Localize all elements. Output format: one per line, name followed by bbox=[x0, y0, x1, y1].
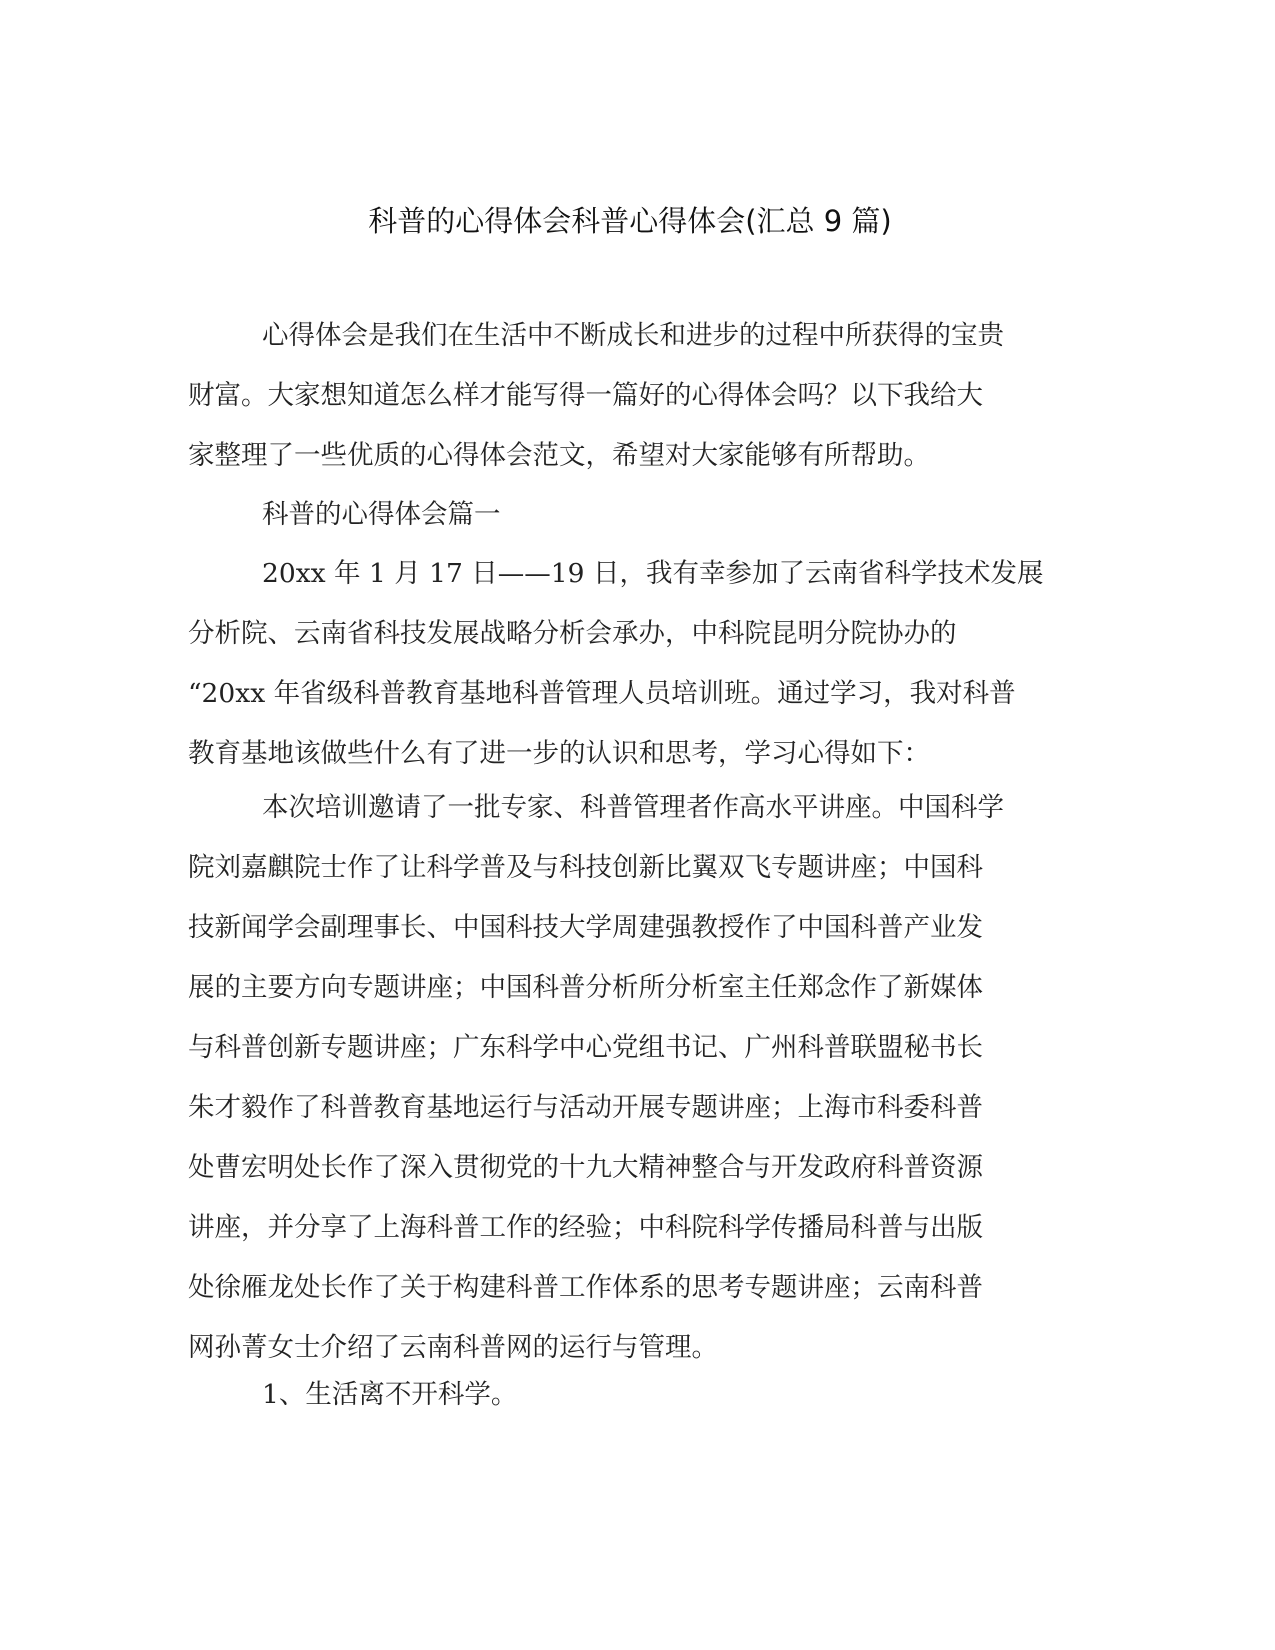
text-line: “20xx 年省级科普教育基地科普管理人员培训班。通过学习，我对科普 bbox=[188, 678, 1016, 709]
text-line: 处徐雁龙处长作了关于构建科普工作体系的思考专题讲座；云南科普 bbox=[188, 1272, 983, 1303]
text-line: 分析院、云南省科技发展战略分析会承办，中科院昆明分院协办的 bbox=[188, 618, 957, 649]
text-line: 1、生活离不开科学。 bbox=[262, 1379, 518, 1410]
text-line: 朱才毅作了科普教育基地运行与活动开展专题讲座；上海市科委科普 bbox=[188, 1092, 983, 1123]
body-paragraph bbox=[188, 544, 1043, 784]
text-line: 展的主要方向专题讲座；中国科普分析所分析室主任郑念作了新媒体 bbox=[188, 972, 983, 1003]
text-line: 网孙菁女士介绍了云南科普网的运行与管理。 bbox=[188, 1332, 718, 1363]
section-heading bbox=[188, 485, 501, 545]
text-line: 技新闻学会副理事长、中国科技大学周建强教授作了中国科普产业发 bbox=[188, 912, 983, 943]
text-line: 本次培训邀请了一批专家、科普管理者作高水平讲座。中国科学 bbox=[262, 792, 1004, 823]
intro-paragraph bbox=[188, 306, 1004, 486]
text-line: 讲座，并分享了上海科普工作的经验；中科院科学传播局科普与出版 bbox=[188, 1212, 983, 1243]
text-line: 20xx 年 1 月 17 日——19 日，我有幸参加了云南省科学技术发展 bbox=[262, 558, 1044, 589]
text-line: 与科普创新专题讲座；广东科学中心党组书记、广州科普联盟秘书长 bbox=[188, 1032, 983, 1063]
text-line: 处曹宏明处长作了深入贯彻党的十九大精神整合与开发政府科普资源 bbox=[188, 1152, 983, 1183]
text-line: 科普的心得体会篇一 bbox=[262, 499, 501, 530]
text-line: 院刘嘉麒院士作了让科学普及与科技创新比翼双飞专题讲座；中国科 bbox=[188, 852, 983, 883]
text-line: 教育基地该做些什么有了进一步的认识和思考，学习心得如下： bbox=[188, 738, 930, 769]
text-line: 心得体会是我们在生活中不断成长和进步的过程中所获得的宝贵 bbox=[262, 320, 1004, 351]
numbered-point bbox=[188, 1365, 517, 1425]
text-line: 财富。大家想知道怎么样才能写得一篇好的心得体会吗？以下我给大 bbox=[188, 380, 983, 411]
text-line: 家整理了一些优质的心得体会范文，希望对大家能够有所帮助。 bbox=[188, 440, 930, 471]
body-paragraph bbox=[188, 778, 1004, 1378]
document-title: 科普的心得体会科普心得体会(汇总 9 篇) bbox=[368, 204, 892, 238]
